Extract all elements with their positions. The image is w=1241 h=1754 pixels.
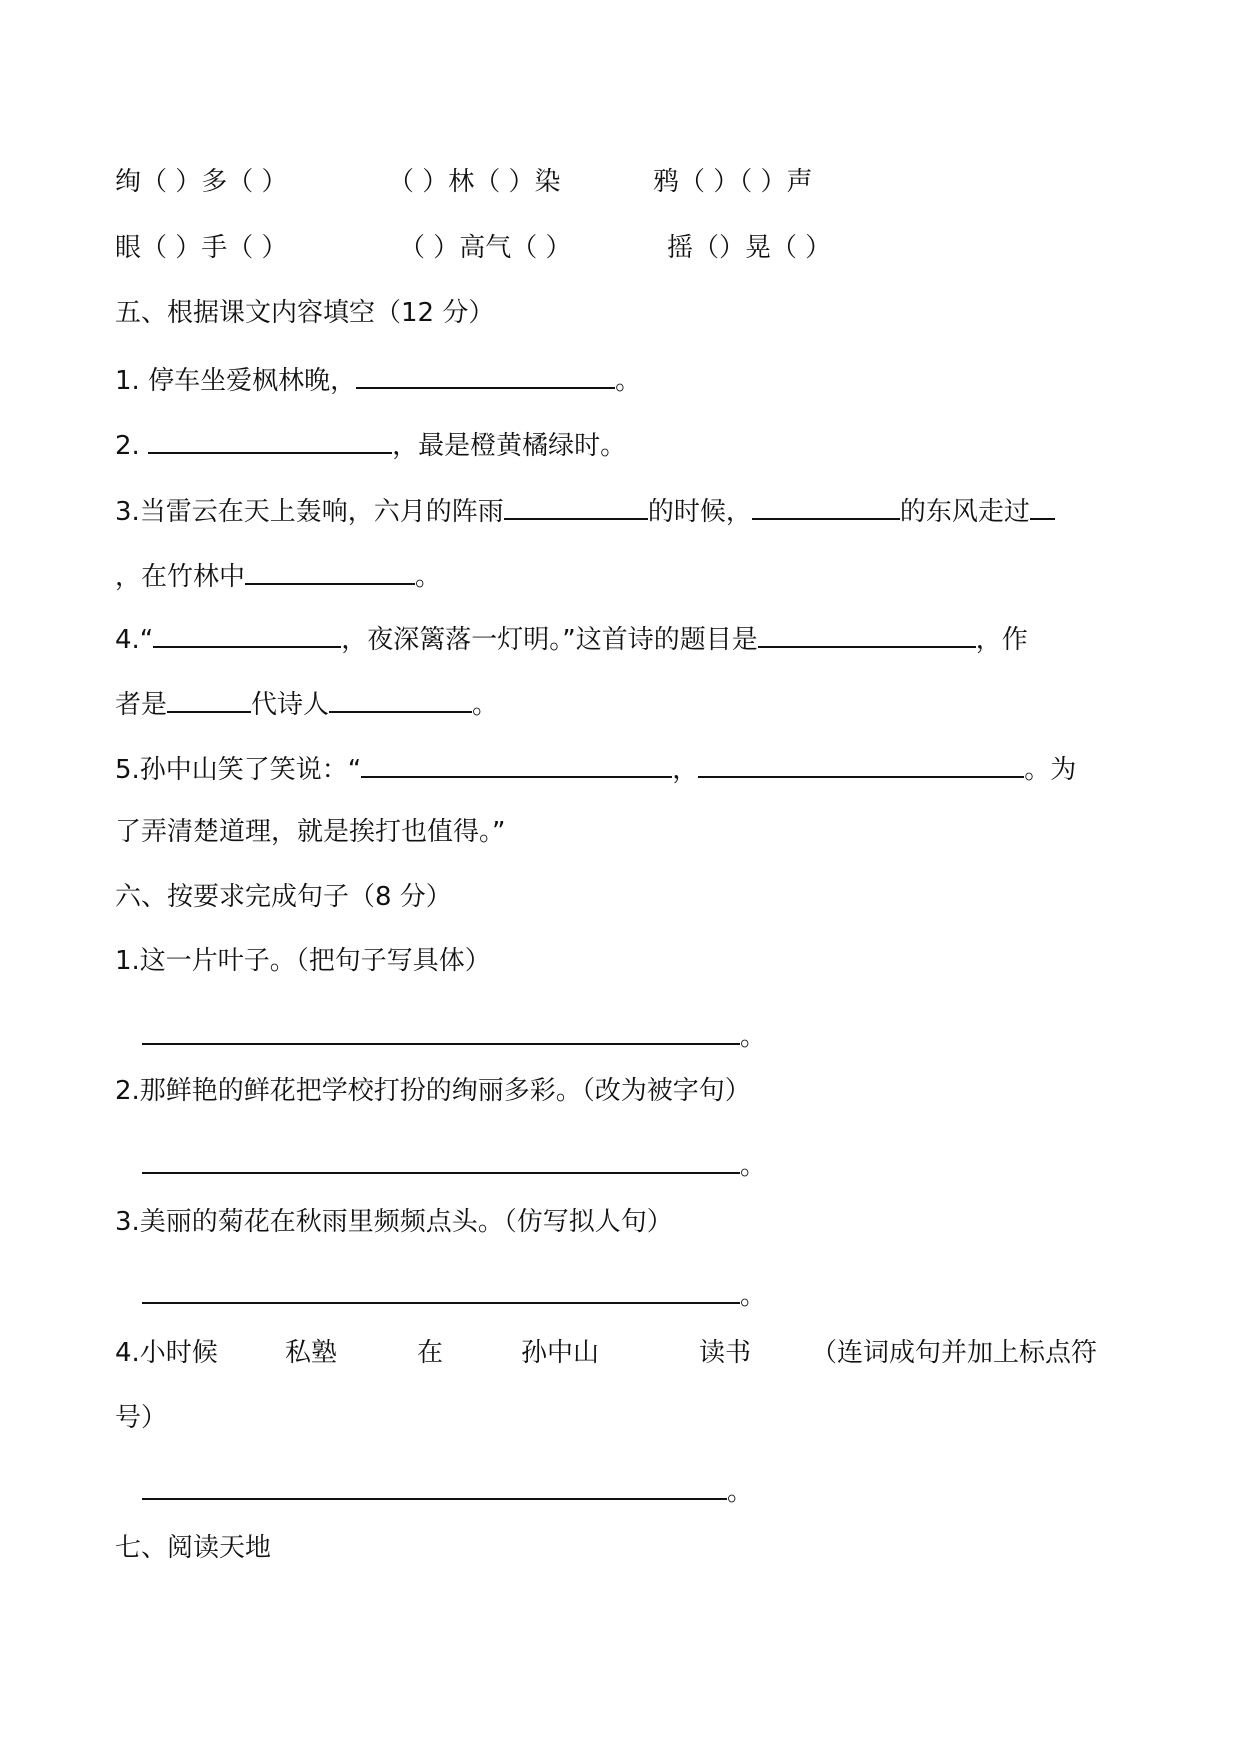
text: ， <box>672 755 699 785</box>
answer-blank[interactable] <box>142 1146 740 1174</box>
question-5-5 <box>115 750 1076 787</box>
instruction-cont: 号） <box>115 1403 168 1433</box>
answer-line-6-2 <box>142 1146 766 1183</box>
text: 。为 <box>1024 755 1077 785</box>
text: 3.当雷云在天上轰响，六月的阵雨 <box>115 497 504 527</box>
text: 的东风走过 <box>899 497 1030 527</box>
answer-line-6-3 <box>142 1276 766 1313</box>
idiom-5: （ ）高气（ ） <box>399 233 572 263</box>
text: 的时候， <box>647 497 752 527</box>
text: 2. <box>115 431 149 461</box>
answer-blank[interactable] <box>698 750 1024 778</box>
word-5: 读书 <box>699 1338 752 1368</box>
question-6-1: 1.这一片叶子。（把句子写具体） <box>115 946 491 976</box>
text: ，在竹林中 <box>115 562 246 592</box>
word-3: 在 <box>417 1338 444 1368</box>
question-6-2: 2.那鲜艳的鲜花把学校打扮的绚丽多彩。（改为被字句） <box>115 1076 751 1106</box>
answer-blank[interactable] <box>142 1472 727 1500</box>
idiom-3: 鸦（ ）（ ）声 <box>653 167 813 197</box>
text: 代诗人 <box>251 690 330 720</box>
answer-line-6-4 <box>142 1472 753 1509</box>
instruction: （连词成句并加上标点符 <box>811 1338 1098 1368</box>
text: ，最是橙黄橘绿时。 <box>392 431 627 461</box>
question-5-4 <box>115 620 1028 657</box>
section-7-title: 七、阅读天地 <box>115 1533 272 1563</box>
text: 。 <box>740 1022 767 1052</box>
answer-blank[interactable] <box>1030 492 1055 520</box>
text: 1. 停车坐爱枫林晚， <box>115 366 357 396</box>
question-6-3: 3.美丽的菊花在秋雨里频频点头。（仿写拟人句） <box>115 1207 673 1237</box>
text: 4.“ <box>115 625 154 655</box>
answer-blank[interactable] <box>148 426 392 454</box>
answer-blank[interactable] <box>142 1017 740 1045</box>
word-1: 4.小时候 <box>115 1338 218 1368</box>
idiom-2: （ ）林（ ）染 <box>388 167 561 197</box>
answer-line-6-1 <box>142 1017 766 1054</box>
text: 。 <box>740 1281 767 1311</box>
question-5-2 <box>115 426 626 463</box>
answer-blank[interactable] <box>504 492 648 520</box>
question-5-3 <box>115 492 1055 529</box>
question-5-4-cont <box>115 685 498 722</box>
text: 5.孙中山笑了笑说：“ <box>115 755 362 785</box>
question-5-1 <box>115 361 641 398</box>
text: ，夜深篱落一灯明。”这首诗的题目是 <box>341 625 758 655</box>
answer-blank[interactable] <box>356 361 615 389</box>
text: 。 <box>472 690 499 720</box>
text: 。 <box>415 562 442 592</box>
idiom-4: 眼（ ）手（ ） <box>115 233 288 263</box>
answer-blank[interactable] <box>153 620 341 648</box>
answer-blank[interactable] <box>142 1276 740 1304</box>
answer-blank[interactable] <box>167 685 251 713</box>
answer-blank[interactable] <box>361 750 672 778</box>
text: ，作 <box>975 625 1028 655</box>
word-4: 孙中山 <box>521 1338 600 1368</box>
question-5-5-cont: 了弄清楚道理，就是挨打也值得。” <box>115 817 506 847</box>
word-2: 私塾 <box>285 1338 338 1368</box>
answer-blank[interactable] <box>245 557 415 585</box>
text: 。 <box>727 1477 754 1507</box>
text: 者是 <box>115 690 168 720</box>
section-6-title: 六、按要求完成句子（8 分） <box>115 882 452 912</box>
answer-blank[interactable] <box>752 492 900 520</box>
answer-blank[interactable] <box>758 620 976 648</box>
idiom-1: 绚（ ）多（ ） <box>115 167 288 197</box>
text: 。 <box>740 1151 767 1181</box>
answer-blank[interactable] <box>329 685 472 713</box>
question-5-3-cont <box>115 557 441 594</box>
idiom-6: 摇（）晃（ ） <box>667 233 832 263</box>
section-5-title: 五、根据课文内容填空（12 分） <box>115 298 495 328</box>
text: 。 <box>615 366 642 396</box>
